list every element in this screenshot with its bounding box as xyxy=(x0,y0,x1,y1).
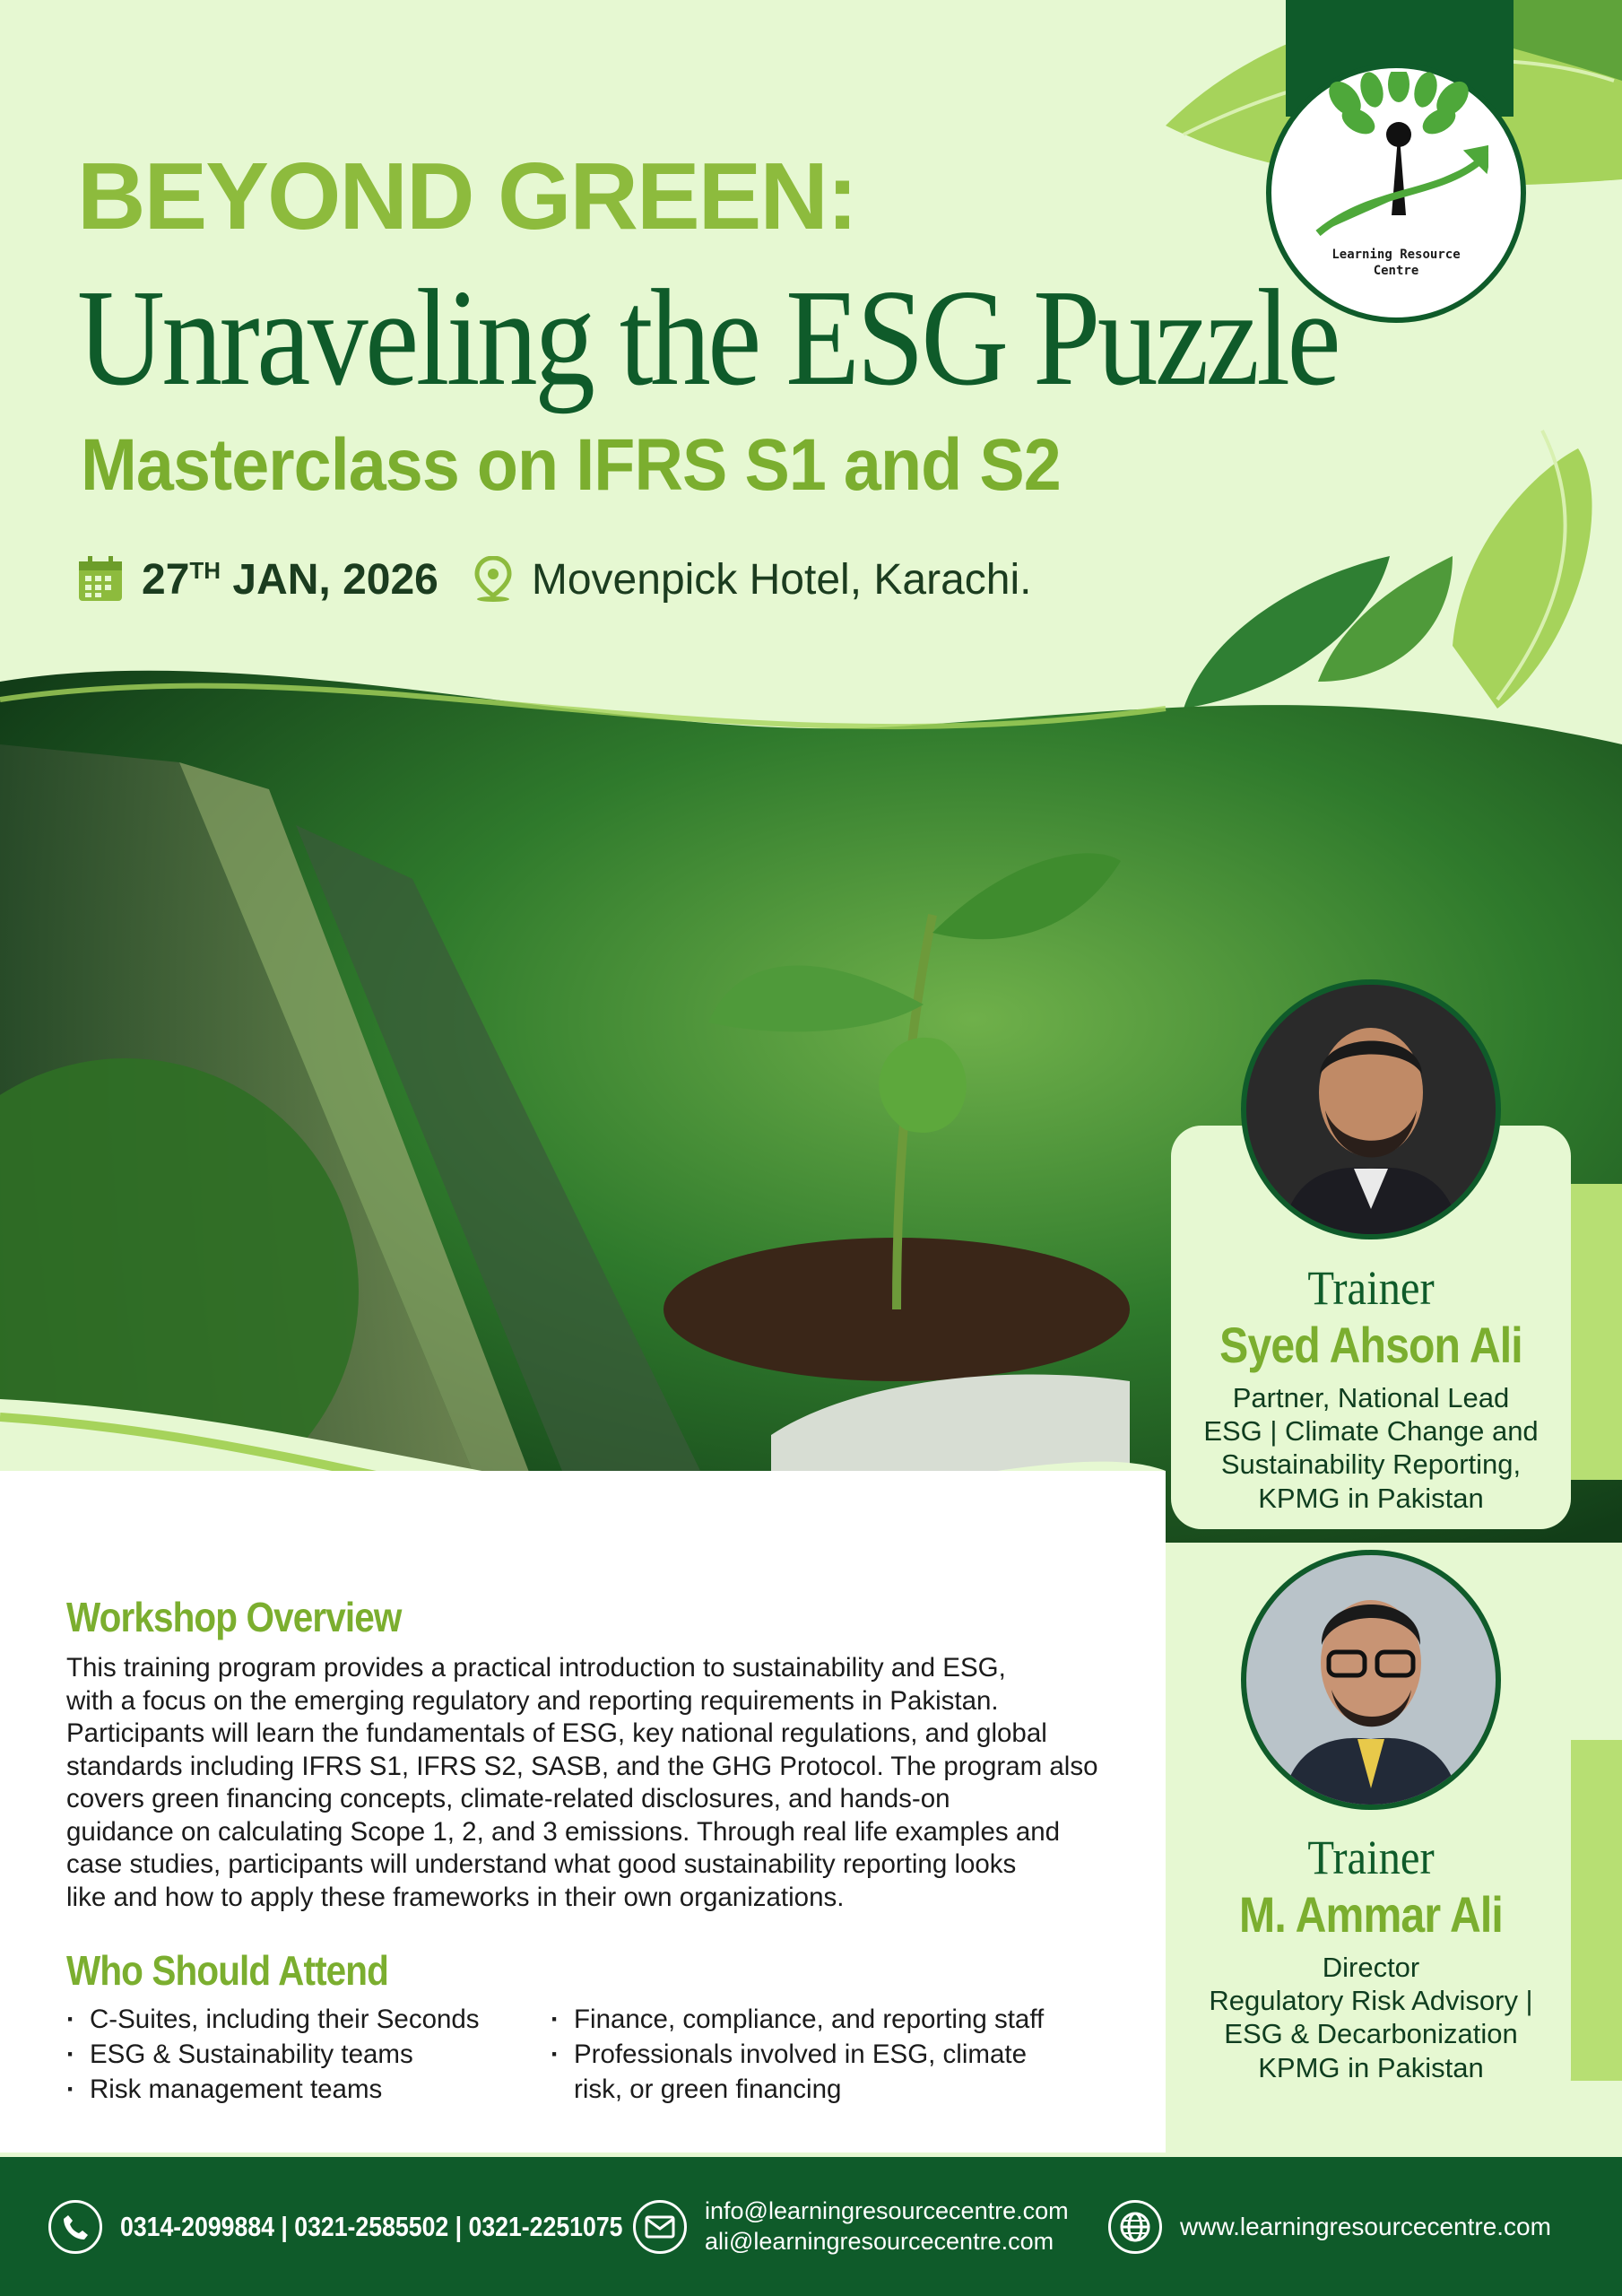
trainer-1-name: Syed Ahson Ali xyxy=(1219,1317,1522,1373)
footer-emails xyxy=(633,2157,1069,2296)
event-meta xyxy=(77,547,1031,612)
attend-title: Who Should Attend xyxy=(66,1947,389,1994)
footer-phones xyxy=(48,2157,705,2296)
title-line1: BEYOND GREEN: xyxy=(77,144,857,249)
overview-line: standards including IFRS S1, IFRS S2, SASB, and the GHG Protocol. The program also xyxy=(66,1751,1098,1781)
globe-icon xyxy=(1108,2200,1162,2254)
location-pin-icon xyxy=(473,556,514,603)
overview-line: Participants will learn the fundamentals of ESG, key national regulations, and global xyxy=(66,1718,1047,1749)
trainer-2-description xyxy=(1171,1951,1571,2084)
email-1[interactable]: info@learningresourcecentre.com xyxy=(705,2196,1069,2224)
trainer-2-desc-line1: Director xyxy=(1322,1952,1420,1983)
trainer-2-desc-line2: Regulatory Risk Advisory | xyxy=(1209,1985,1533,2017)
trainer-1-label: Trainer xyxy=(1307,1261,1435,1315)
logo-tree-icon xyxy=(1309,72,1488,251)
trainer-2-desc-line4: KPMG in Pakistan xyxy=(1258,2051,1484,2083)
website-link[interactable]: www.learningresourcecentre.com xyxy=(1180,2212,1551,2240)
event-venue: Movenpick Hotel, Karachi. xyxy=(531,555,1032,604)
overview-body xyxy=(66,1652,1133,1915)
attend-item: · Finance, compliance, and reporting staff xyxy=(551,2002,1106,2037)
title-line2: Unraveling the ESG Puzzle xyxy=(77,262,1339,414)
date-rest: JAN, 2026 xyxy=(221,555,438,604)
overview-line: like and how to apply these frameworks in their own organizations. xyxy=(66,1883,845,1913)
trainer-1-desc-line4: KPMG in Pakistan xyxy=(1258,1482,1484,1514)
overview-line: case studies, participants will understand what good sustainability reporting looks xyxy=(66,1849,1017,1880)
overview-line: guidance on calculating Scope 1, 2, and 3 emissions. Through real life examples and xyxy=(66,1816,1061,1847)
trainer-2-desc-line3: ESG & Decarbonization xyxy=(1224,2018,1518,2050)
email-icon xyxy=(633,2200,687,2254)
overview-line: with a focus on the emerging regulatory and reporting requirements in Pakistan. xyxy=(66,1685,999,1716)
trainer-2-name: M. Ammar Ali xyxy=(1239,1886,1503,1943)
overview-line: This training program provides a practical introduction to sustainability and ESG, xyxy=(66,1653,1006,1683)
event-date xyxy=(142,555,438,604)
email-2[interactable]: ali@learningresourcecentre.com xyxy=(705,2227,1054,2255)
footer-website xyxy=(1108,2157,1551,2296)
phone-numbers[interactable]: 0314-2099884 | 0321-2585502 | 0321-2251075 xyxy=(120,2210,623,2242)
attend-item: · C-Suites, including their Seconds xyxy=(66,2002,551,2037)
overview-line: covers green financing concepts, climate-related disclosures, and hands-on xyxy=(66,1784,950,1814)
overview-title: Workshop Overview xyxy=(66,1594,402,1640)
trainer-1-desc-line3: Sustainability Reporting, xyxy=(1220,1448,1522,1481)
trainer-1-desc-line2: ESG | Climate Change and xyxy=(1203,1415,1539,1448)
title-line3: Masterclass on IFRS S1 and S2 xyxy=(81,424,1061,506)
trainer-2-avatar xyxy=(1241,1550,1501,1810)
attend-list-left xyxy=(66,2002,551,2108)
trainer-2-label: Trainer xyxy=(1307,1831,1435,1884)
date-suffix: TH xyxy=(189,556,221,584)
wave-divider xyxy=(0,1435,1166,1543)
attend-item-line1: Professionals involved in ESG, climate xyxy=(574,2039,1028,2070)
logo-line2: Centre xyxy=(1373,264,1419,279)
phone-icon xyxy=(48,2200,102,2254)
calendar-icon xyxy=(77,556,124,603)
trainer-1-avatar xyxy=(1241,979,1501,1239)
trainer-1-description xyxy=(1171,1381,1571,1515)
attend-item: · ESG & Sustainability teams xyxy=(66,2037,551,2072)
trainer-1-desc-line1: Partner, National Lead xyxy=(1232,1382,1510,1413)
footer xyxy=(0,2157,1622,2296)
logo-line1: Learning Resource xyxy=(1331,248,1461,262)
date-day: 27 xyxy=(142,555,190,604)
attend-item-line2: risk, or green financing xyxy=(574,2074,842,2105)
attend-list-right xyxy=(551,2002,1106,2108)
attend-item xyxy=(551,2037,1106,2107)
attend-item: · Risk management teams xyxy=(66,2072,551,2107)
